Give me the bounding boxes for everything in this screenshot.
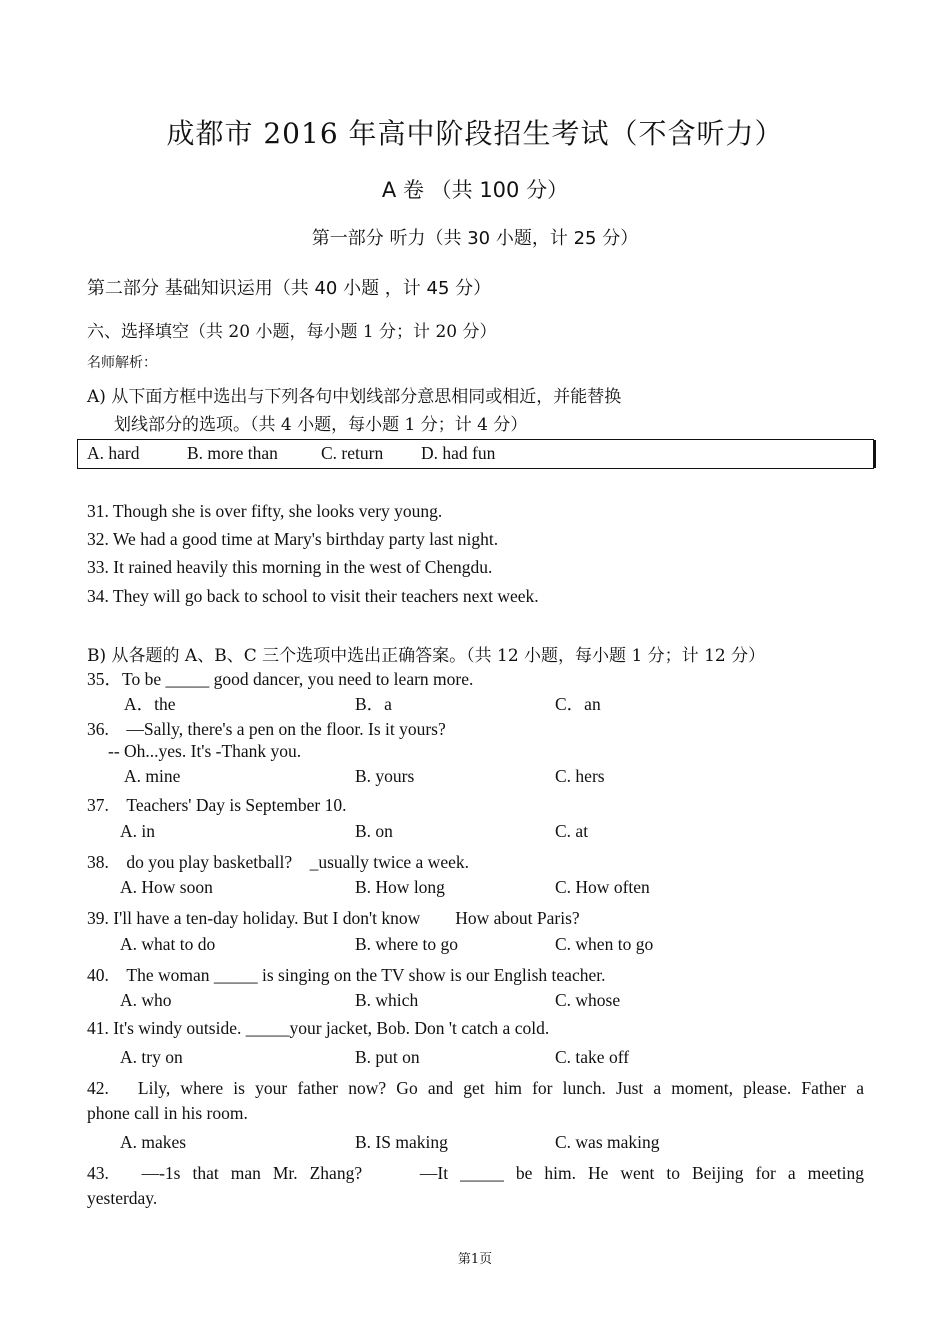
question-36-option-a: A. mine — [124, 766, 181, 786]
question-32: 32. We had a good time at Mary's birthday party last night. — [87, 529, 499, 549]
question-42-stem-line2: phone call in his room. — [87, 1103, 248, 1123]
question-38-option-a: A. How soon — [120, 877, 213, 897]
question-40-option-c: C. whose — [555, 990, 621, 1010]
question-38-stem: 38. do you play basketball? _usually twice a week. — [87, 852, 469, 872]
paper-subtitle: A 卷 （共 100 分） — [381, 178, 569, 202]
question-37-option-c: C. at — [555, 821, 589, 841]
question-42-option-b: B. IS making — [355, 1132, 448, 1152]
question-36-stem: 36. —Sally, there's a pen on the floor. Is it yours? — [87, 719, 446, 739]
question-39-option-b: B. where to go — [355, 934, 459, 954]
question-40-option-b: B. which — [355, 990, 419, 1010]
question-35-option-a: A．the — [124, 694, 176, 714]
box-option-a: A. hard — [87, 443, 140, 463]
question-34: 34. They will go back to school to visit their teachers next week. — [87, 586, 539, 606]
partB-instruction: B) 从各题的 A、B、C 三个选项中选出正确答案。（共 12 小题，每小题 1 分；计 12 分） — [87, 646, 766, 666]
question-40-stem: 40. The woman _____ is singing on the TV show is our English teacher. — [87, 965, 606, 985]
options-box — [77, 439, 874, 469]
question-35-stem: 35．To be _____ good dancer, you need to learn more. — [87, 669, 474, 689]
question-41-stem: 41. It's windy outside. _____your jacket, Bob. Don 't catch a cold. — [87, 1018, 550, 1038]
box-option-c: C. return — [321, 443, 384, 463]
question-35-option-c: C．an — [555, 694, 601, 714]
question-42-option-a: A. makes — [120, 1132, 187, 1152]
question-33: 33. It rained heavily this morning in the west of Chengdu. — [87, 557, 493, 577]
question-35-option-b: B．a — [355, 694, 392, 714]
question-38-option-b: B. How long — [355, 877, 445, 897]
exam-title: 成都市 2016 年高中阶段招生考试（不含听力） — [166, 117, 784, 150]
question-39-option-a: A. what to do — [120, 934, 216, 954]
question-41-option-c: C. take off — [555, 1047, 630, 1067]
question-40-option-a: A. who — [120, 990, 172, 1010]
question-31: 31. Though she is over fifty, she looks very young. — [87, 501, 443, 521]
page-number: 第1页 — [457, 1252, 493, 1267]
question-36-stem-reply: -- Oh...yes. It's -Thank you. — [108, 741, 302, 761]
partA-instruction-line2: 划线部分的选项。（共 4 小题，每小题 1 分；计 4 分） — [114, 415, 528, 435]
part1-heading: 第一部分 听力（共 30 小题，计 25 分） — [311, 228, 639, 249]
question-37-option-a: A. in — [120, 821, 155, 841]
question-43-stem-line2: yesterday. — [87, 1188, 158, 1208]
part2-heading: 第二部分 基础知识运用（共 40 小题 ，计 45 分） — [87, 278, 492, 299]
teacher-note-label: 名师解析： — [87, 355, 157, 371]
question-39-option-c: C. when to go — [555, 934, 654, 954]
question-38-option-c: C. How often — [555, 877, 650, 897]
question-41-option-b: B. put on — [355, 1047, 420, 1067]
box-option-d: D. had fun — [421, 443, 496, 463]
question-39-stem: 39. I'll have a ten-day holiday. But I don't know How about Paris? — [87, 908, 580, 928]
question-42-stem-line1: 42. Lily, where is your father now? Go and get him for lunch. Just a moment, please. Father a — [87, 1078, 864, 1098]
box-option-b: B. more than — [187, 443, 278, 463]
question-43-stem-line1: 43. —-1s that man Mr. Zhang? —It _____ be him. He went to Beijing for a meeting — [87, 1163, 864, 1183]
partA-instruction-line1: A) 从下面方框中选出与下列各句中划线部分意思相同或相近，并能替换 — [87, 387, 622, 407]
question-41-option-a: A. try on — [120, 1047, 183, 1067]
question-42-option-c: C. was making — [555, 1132, 660, 1152]
question-36-option-b: B. yours — [355, 766, 415, 786]
question-36-option-c: C. hers — [555, 766, 605, 786]
section6-title: 六、选择填空（共 20 小题，每小题 1 分；计 20 分） — [87, 322, 497, 342]
question-37-stem: 37. Teachers' Day is September 10. — [87, 795, 347, 815]
question-37-option-b: B. on — [355, 821, 393, 841]
